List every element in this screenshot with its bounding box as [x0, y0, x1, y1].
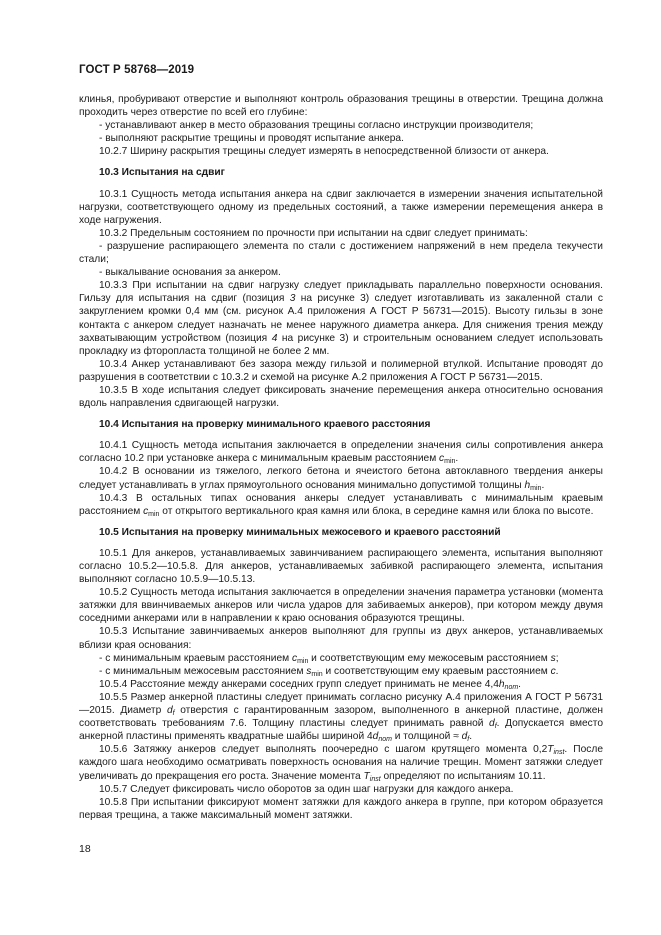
paragraph: 10.5.2 Сущность метода испытания заключается в определении значения параметра установки (момента затяжки для ввинчиваемых анкеров или числа ударов для забиваемых анкеров), при котором между двумя соседними анкерами или в направлении к краю основания образуются трещины.: [79, 587, 603, 625]
paragraph: 10.5.4 Расстояние между анкерами соседних групп следует принимать не менее $4,4h_{nom}$.: [99, 678, 522, 691]
document-header: ГОСТ Р 58768—2019: [79, 64, 195, 76]
paragraph: 10.4.2 В основании из тяжелого, легкого бетона и ячеистого бетона автоклавного твердения анкеры следует устанавливать в углах прямоугольного основания минимально допустимой толщины $h_{min}$.: [79, 466, 603, 492]
list-item: - с минимальным краевым расстоянием $c_{min}$ и соответствующим ему межосевым расстоянием s;: [99, 652, 559, 665]
paragraph: 10.5.7 Следует фиксировать число оборотов за один шаг нагрузки для каждого анкера.: [99, 783, 514, 795]
section-heading-10-5: 10.5 Испытания на проверку минимальных межосевого и краевого расстояний: [99, 526, 501, 538]
section-heading-10-4: 10.4 Испытания на проверку минимального краевого расстояния: [99, 419, 431, 431]
paragraph: 10.3.5 В ходе испытания следует фиксировать значение перемещения анкера относительно основания вдоль направления сдвигающей нагрузки.: [79, 384, 603, 410]
paragraph: клинья, пробуривают отверстие и выполняют контроль образования трещины в отверстии. Трещина должна проходить через отверстие по всей его глубине:: [79, 94, 603, 119]
paragraph: 10.4.1 Сущность метода испытания заключается в определении значения силы сопротивления анкера согласно 10.2 при установке анкера с минимальным краевым расстоянием $c_{min}$.: [79, 440, 603, 466]
paragraph: 10.5.3 Испытание завинчиваемых анкеров выполняют для группы из двух анкеров, устанавливаемых вблизи края основания:: [79, 626, 603, 651]
paragraph: 10.3.2 Предельным состоянием по прочности при испытании на сдвиг следует принимать:: [99, 227, 528, 239]
paragraph: 10.5.1 Для анкеров, устанавливаемых завинчиванием распирающего элемента, испытания выполняют согласно 10.5.2—10.5.8. Для анкеров, устанавливаемых забивкой распирающего элемента, испытания выполняют согласно 10.5.9—10.5.13.: [79, 547, 603, 586]
page-number: 18: [79, 843, 91, 855]
document-body: [79, 93, 603, 822]
list-item: - устанавливают анкер в место образования трещины согласно инструкции производителя;: [99, 120, 534, 132]
paragraph: 10.3.4 Анкер устанавливают без зазора между гильзой и полимерной втулкой. Испытание проводят до разрушения в соответствии с 10.3.2 и схемой на рисунке А.2 приложения А ГОСТ Р 56731—2015.: [79, 358, 603, 383]
list-item: - выполняют раскрытие трещины и проводят испытание анкера.: [99, 133, 404, 145]
paragraph: 10.5.6 Затяжку анкеров следует выполнять поочередно с шагом крутящего момента $0,2T_{inst}$. После каждого шага необходимо осматривать поверхность основания на наличие трещин. Момент затяжки следует увеличивать до прекращения его роста. Значение момента $T_{inst}$ определяют по испытаниям 10.11.: [79, 744, 603, 783]
list-item: - выкалывание основания за анкером.: [99, 267, 281, 279]
paragraph: 10.3.3 При испытании на сдвиг нагрузку следует прикладывать параллельно поверхности основания. Гильзу для испытания на сдвиг (позиция 3 на рисунке 3) следует изготавливать из закаленной стали с закруглением кромки 0,4 мм (см. рисунок А.4 приложения А ГОСТ Р 56731—2015). Высоту гильзы в зоне контакта с анкером следует назначать не менее наружного диаметра анкера. Для снижения трения между захватывающим устройством (позиция 4 на рисунке 3) и строительным основанием следует использовать прокладку из фторопласта толщиной не более 2 мм.: [79, 280, 603, 357]
paragraph: 10.3.1 Сущность метода испытания анкера на сдвиг заключается в измерении значения испытательной нагрузки, соответствующего одному из предельных состояний, а также измерении перемещения анкера в ходе нагружения.: [79, 188, 603, 226]
paragraph: 10.2.7 Ширину раскрытия трещины следует измерять в непосредственной близости от анкера.: [99, 146, 549, 158]
list-item: - разрушение распирающего элемента по стали с достижением напряжений в нем предела текучести стали;: [79, 240, 603, 266]
paragraph: 10.4.3 В остальных типах основания анкеры следует устанавливать с минимальным краевым расстоянием $c_{min}$ от открытого вертикального края камня или блока, в середине камня или блока по высоте.: [79, 492, 603, 518]
paragraph: 10.5.8 При испытании фиксируют момент затяжки для каждого анкера в группе, при котором образуется первая трещина, а также максимальный момент затяжки.: [79, 796, 603, 821]
section-heading-10-3: 10.3 Испытания на сдвиг: [99, 167, 225, 179]
paragraph: 10.5.5 Размер анкерной пластины следует принимать согласно рисунку А.4 приложения А ГОСТ Р 56731—2015. Диаметр $d_f$ отверстия с гарантированным зазором, выполненного в анкерной пластине, должен соответствовать требованиям 7.6. Толщину пластины следует принимать равной $d_f$. Допускается вместо анкерной пластины применять квадратные шайбы шириной $4d_{nom}$ и толщиной ≈ $d_f$.: [79, 691, 603, 744]
list-item: - с минимальным межосевым расстоянием $s_{min}$ и соответствующим ему краевым расстоянием c.: [99, 665, 559, 678]
